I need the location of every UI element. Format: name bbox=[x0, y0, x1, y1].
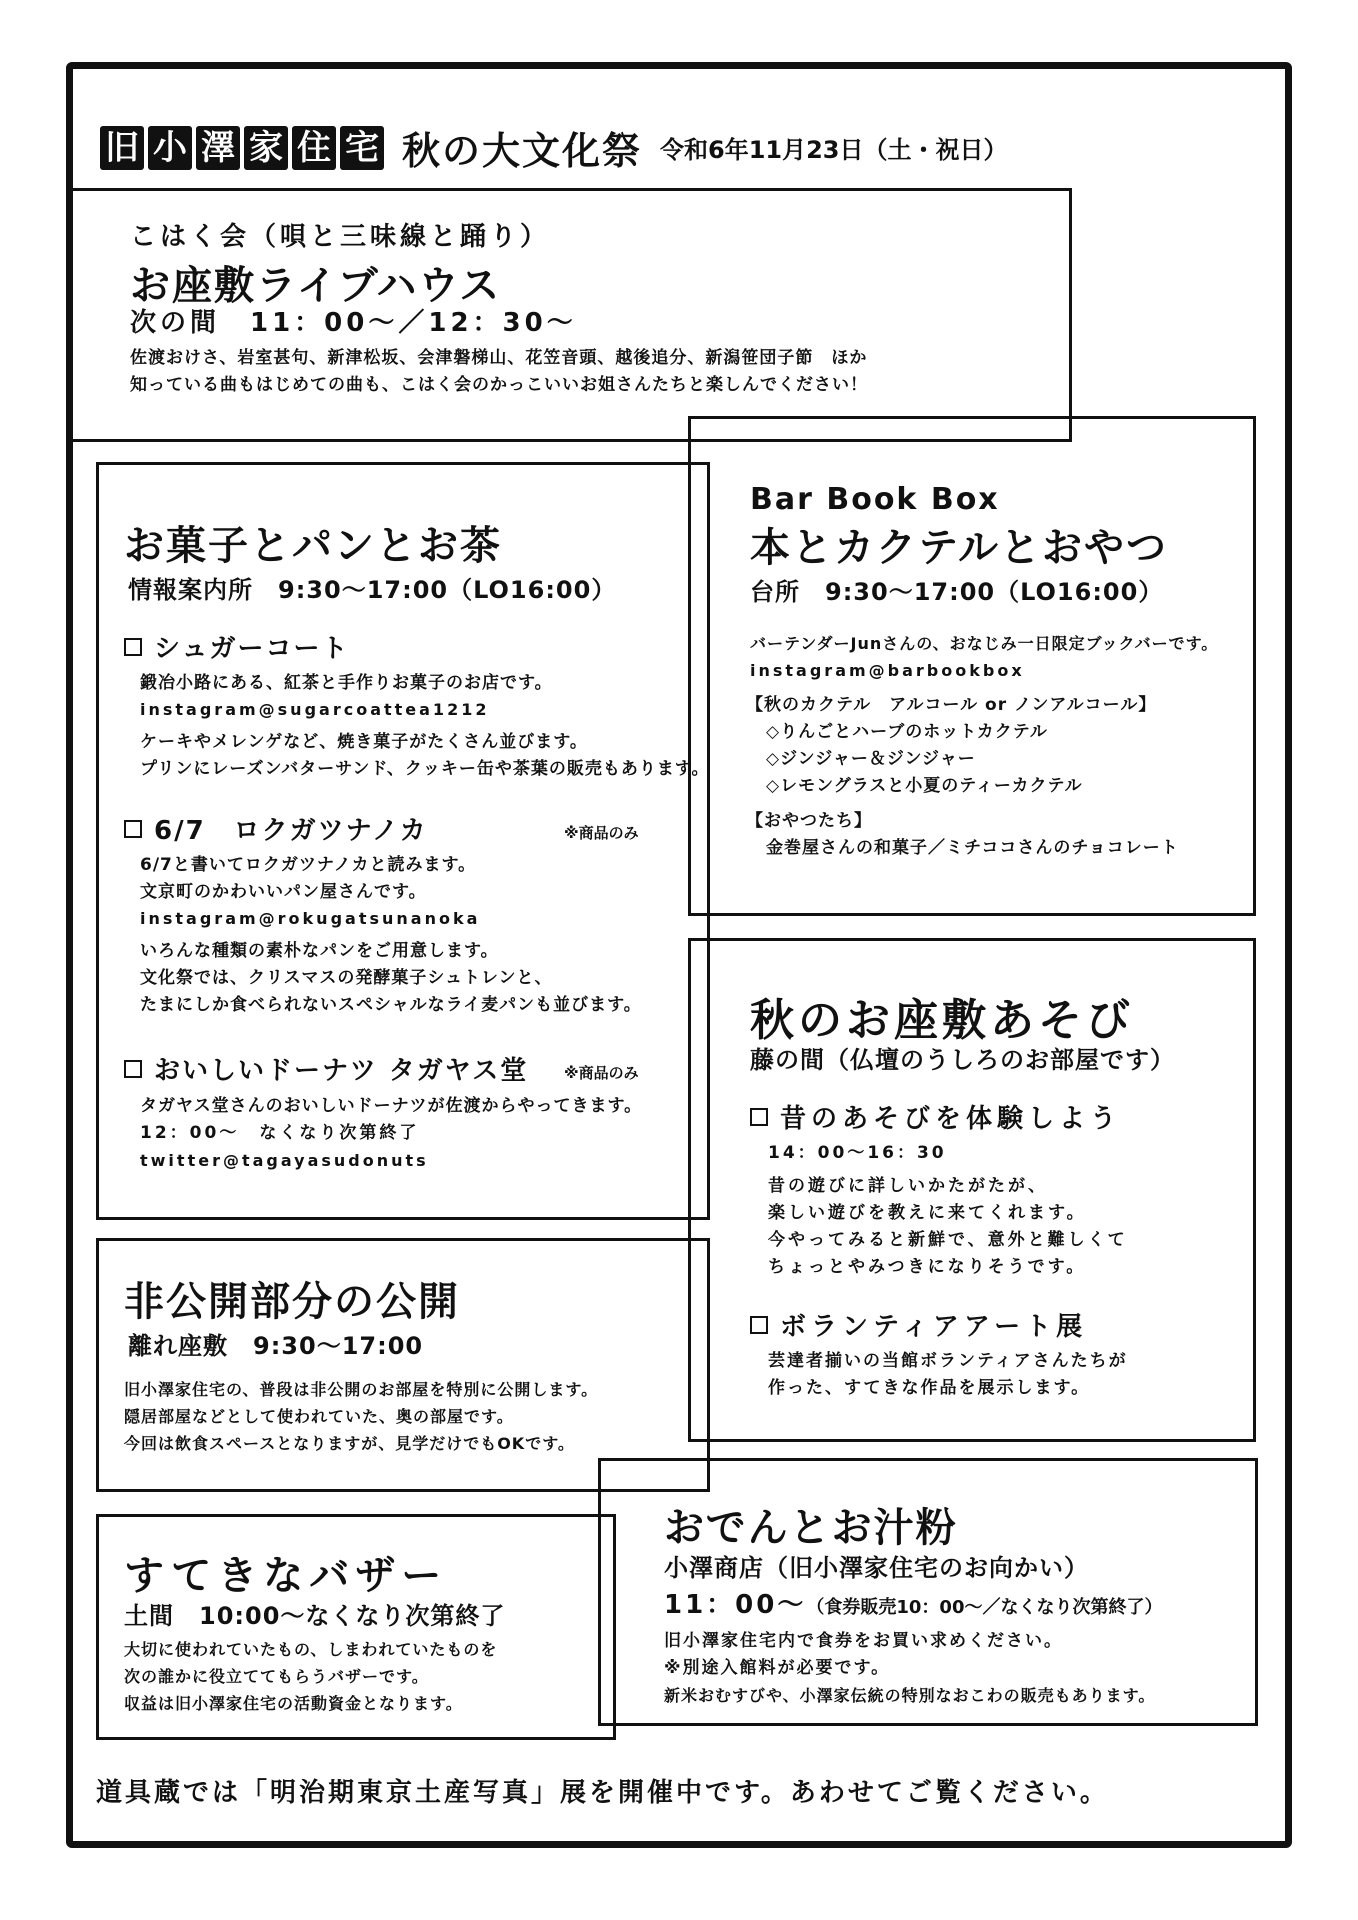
venue-name-badge bbox=[100, 126, 384, 170]
asobi-description: 昔の遊びに詳しいかたがたが、 bbox=[768, 1176, 1048, 1196]
asobi-description: ちょっとやみつきになりそうです。 bbox=[768, 1257, 1087, 1277]
asobi-item-time: 14：00～16：30 bbox=[768, 1143, 947, 1163]
badge-char: 澤 bbox=[196, 126, 240, 170]
oden-time: 11：00～ bbox=[664, 1590, 807, 1620]
asobi-item-heading bbox=[750, 1098, 1121, 1135]
oden-description: 新米おむすびや、小澤家伝統の特別なおこわの販売もあります。 bbox=[664, 1686, 1156, 1705]
private-title: 非公開部分の公開 bbox=[124, 1279, 460, 1325]
oden-place: 小澤商店（旧小澤家住宅のお向かい） bbox=[664, 1554, 1089, 1582]
shop-description: たまにしか食べられないスペシャルなライ麦パンも並びます。 bbox=[140, 995, 642, 1015]
shop-rokugatsu-heading bbox=[124, 810, 428, 847]
instagram-handle: instagram@rokugatsunanoka bbox=[140, 909, 481, 928]
shop-description: 鍛冶小路にある、紅茶と手作りお菓子のお店です。 bbox=[140, 673, 553, 693]
cocktail-item: ◇りんごとハーブのホットカクテル bbox=[766, 722, 1048, 742]
header bbox=[100, 120, 1008, 175]
kohaku-time: 次の間 11：00～／12：30～ bbox=[130, 308, 577, 338]
shop-sugarcoat-heading bbox=[124, 628, 349, 665]
footer-note: 道具蔵では「明治期東京土産写真」展を開催中です。あわせてご覧ください。 bbox=[96, 1778, 1109, 1808]
private-description: 今回は飲食スペースとなりますが、見学だけでもOKです。 bbox=[124, 1434, 575, 1453]
kohaku-description: 知っている曲もはじめての曲も、こはく会のかっこいいお姐さんたちと楽しんでください！ bbox=[130, 375, 868, 395]
bazaar-title: すてきなバザー bbox=[124, 1553, 448, 1599]
asobi-description: 今やってみると新鮮で、意外と難しくて bbox=[768, 1230, 1128, 1250]
oden-time-line bbox=[664, 1584, 1162, 1621]
bar-title: 本とカクテルとおやつ bbox=[750, 525, 1168, 571]
asobi-item-name: ボランティアアート展 bbox=[780, 1312, 1088, 1342]
shop-description: プリンにレーズンバターサンド、クッキー缶や茶葉の販売もあります。 bbox=[140, 759, 710, 779]
shop-description: 文化祭では、クリスマスの発酵菓子シュトレンと、 bbox=[140, 968, 553, 988]
badge-char: 旧 bbox=[100, 126, 144, 170]
shop-name: シュガーコート bbox=[154, 634, 350, 664]
asobi-place: 藤の間（仏壇のうしろのお部屋です） bbox=[750, 1046, 1175, 1074]
checkbox-square-icon bbox=[124, 1060, 142, 1078]
bazaar-description: 大切に使われていたもの、しまわれていたものを bbox=[124, 1640, 498, 1659]
cocktail-item: ◇ジンジャー＆ジンジャー bbox=[766, 749, 976, 769]
checkbox-square-icon bbox=[124, 638, 142, 656]
bar-place-time: 台所 9:30～17:00（LO16:00） bbox=[750, 578, 1164, 606]
badge-char: 宅 bbox=[340, 126, 384, 170]
shop-description: タガヤス堂さんのおいしいドーナツが佐渡からやってきます。 bbox=[140, 1096, 643, 1116]
checkbox-square-icon bbox=[750, 1316, 768, 1334]
bazaar-description: 次の誰かに役立ててもらうバザーです。 bbox=[124, 1667, 429, 1686]
snack-item: 金巻屋さんの和菓子／ミチココさんのチョコレート bbox=[766, 838, 1179, 858]
checkbox-square-icon bbox=[124, 820, 142, 838]
shop-hours: 12：00～ なくなり次第終了 bbox=[140, 1123, 420, 1143]
cocktail-item: ◇レモングラスと小夏のティーカクテル bbox=[766, 776, 1083, 796]
shop-name: おいしいドーナツ タガヤス堂 bbox=[154, 1056, 529, 1086]
private-place-time: 離れ座敷 9:30～17:00 bbox=[128, 1332, 424, 1360]
badge-char: 家 bbox=[244, 126, 288, 170]
oden-description: ※別途入館料が必要です。 bbox=[664, 1658, 891, 1678]
kohaku-title: お座敷ライブハウス bbox=[130, 263, 502, 309]
oden-ticket-note: （食券販売10：00～／なくなり次第終了） bbox=[806, 1597, 1163, 1618]
bar-description: バーテンダーJunさんの、おなじみ一日限定ブックバーです。 bbox=[750, 634, 1219, 653]
checkbox-square-icon bbox=[750, 1108, 768, 1126]
bar-name: Bar Book Box bbox=[750, 482, 1000, 517]
private-description: 旧小澤家住宅の、普段は非公開のお部屋を特別に公開します。 bbox=[124, 1380, 599, 1399]
badge-char: 小 bbox=[148, 126, 192, 170]
asobi-description: 作った、すてきな作品を展示します。 bbox=[768, 1378, 1091, 1398]
kohaku-songs: 佐渡おけさ、岩室甚句、新津松坂、会津磐梯山、花笠音頭、越後追分、新潟笹団子節 ほか bbox=[130, 348, 868, 368]
shop-tagayasu-heading bbox=[124, 1050, 528, 1087]
cocktail-heading: 【秋のカクテル アルコール or ノンアルコール】 bbox=[746, 695, 1157, 715]
sweets-title: お菓子とパンとお茶 bbox=[124, 523, 502, 569]
event-date: 令和6年11月23日（土・祝日） bbox=[660, 136, 1008, 164]
private-description: 隠居部屋などとして使われていた、奥の部屋です。 bbox=[124, 1407, 514, 1426]
twitter-handle: twitter@tagayasudonuts bbox=[140, 1151, 429, 1170]
asobi-description: 楽しい遊びを教えに来てくれます。 bbox=[768, 1203, 1087, 1223]
shop-description: ケーキやメレンゲなど、焼き菓子がたくさん並びます。 bbox=[140, 732, 588, 752]
badge-char: 住 bbox=[292, 126, 336, 170]
asobi-title: 秋のお座敷あそび bbox=[750, 995, 1134, 1046]
bazaar-description: 収益は旧小澤家住宅の活動資金となります。 bbox=[124, 1694, 463, 1713]
shop-description: 6/7と書いてロクガツナノカと読みます。 bbox=[140, 855, 477, 875]
instagram-handle: instagram@barbookbox bbox=[750, 661, 1025, 680]
kohaku-label: こはく会（唄と三味線と踊り） bbox=[130, 222, 551, 252]
instagram-handle: instagram@sugarcoattea1212 bbox=[140, 700, 490, 719]
shop-name: 6/7 ロクガツナノカ bbox=[154, 816, 428, 846]
asobi-item-heading bbox=[750, 1306, 1087, 1343]
sweets-place-time: 情報案内所 9:30～17:00（LO16:00） bbox=[128, 576, 617, 604]
asobi-description: 芸達者揃いの当館ボランティアさんたちが bbox=[768, 1351, 1128, 1371]
snack-heading: 【おやつたち】 bbox=[746, 811, 872, 831]
shop-description: いろんな種類の素朴なパンをご用意します。 bbox=[140, 941, 499, 961]
asobi-item-name: 昔のあそびを体験しよう bbox=[780, 1104, 1122, 1134]
goods-only-note: ※商品のみ bbox=[564, 1064, 639, 1082]
oden-title: おでんとお汁粉 bbox=[664, 1505, 958, 1551]
shop-description: 文京町のかわいいパン屋さんです。 bbox=[140, 882, 427, 902]
oden-description: 旧小澤家住宅内で食券をお買い求めください。 bbox=[664, 1631, 1063, 1651]
event-title: 秋の大文化祭 bbox=[402, 129, 643, 173]
bazaar-place-time: 土間 10:00～なくなり次第終了 bbox=[124, 1602, 506, 1630]
goods-only-note: ※商品のみ bbox=[564, 824, 639, 842]
